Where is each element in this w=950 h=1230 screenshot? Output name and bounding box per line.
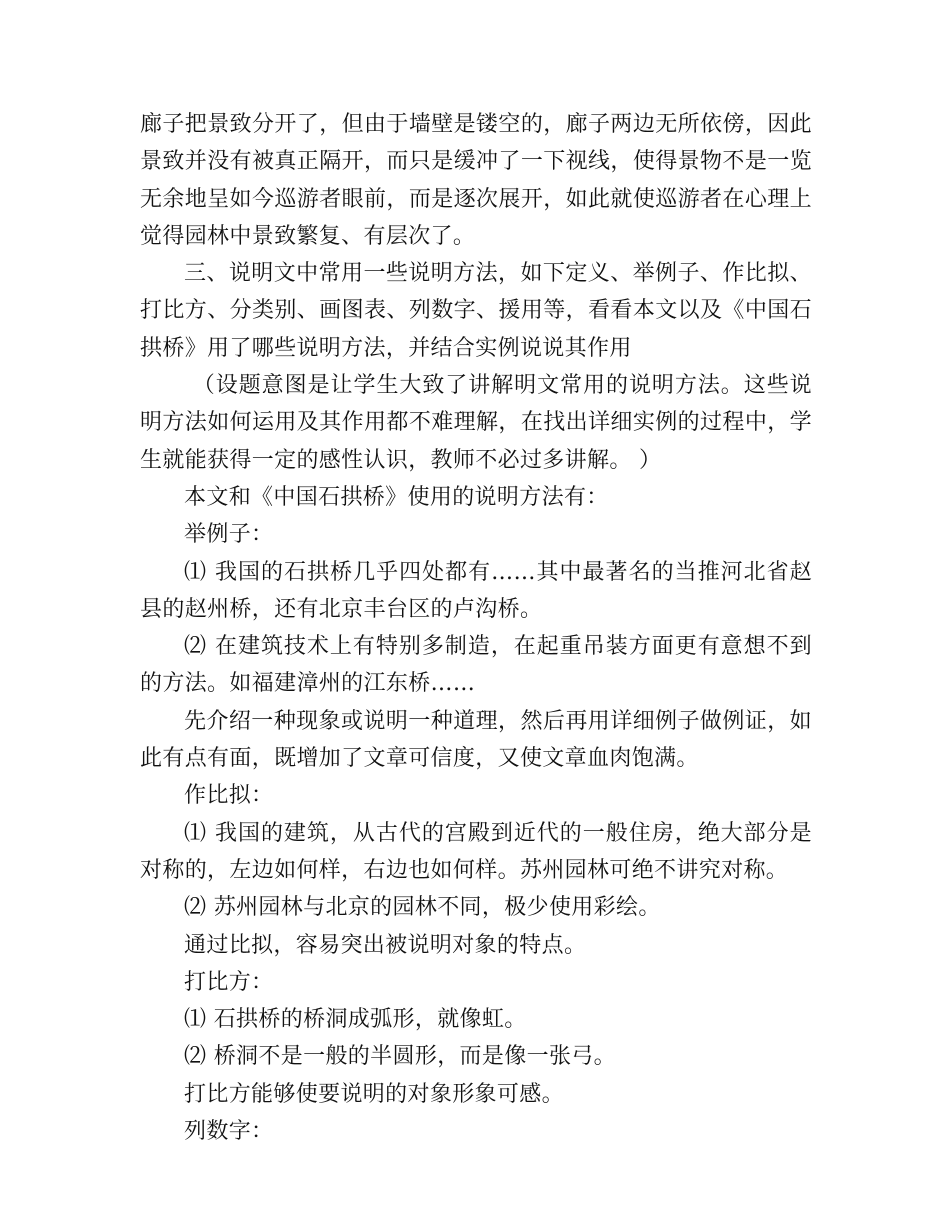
heading-numbers: 列数字： <box>184 1119 274 1145</box>
paragraph-example-2: ⑵ 在建筑技术上有特别多制造，在起重吊装方面更有意想不到的方法。如福建漳州的江东桥…… <box>140 634 812 697</box>
paragraph-continued: 廊子把景致分开了，但由于墙壁是镂空的，廊子两边无所依傍，因此景致并没有被真正隔开，而只是缓冲了一下视线，使得景物不是一览无余地呈如今巡游者眼前，而是逐次展开，如此就使巡游者在心理上觉得园林中景致繁复、有层次了。 <box>140 112 812 249</box>
heading-comparison: 作比拟： <box>184 783 274 809</box>
paragraph-example-summary: 先介绍一种现象或说明一种道理，然后再用详细例子做例证，如此有点有面，既增加了文章可信度，又使文章血肉饱满。 <box>140 708 812 772</box>
paragraph-metaphor-1: ⑴ 石拱桥的桥洞成弧形，就像虹。 <box>184 1007 527 1033</box>
paragraph-design-note: （设题意图是让学生大致了讲解明文常用的说明方法。这些说明方法如何运用及其作用都不难理解，在找出详细实例的过程中，学生就能获得一定的感性认识，教师不必过多讲解。 ） <box>140 373 812 473</box>
paragraph-comparison-summary: 通过比拟，容易突出被说明对象的特点。 <box>184 932 587 958</box>
paragraph-example-1: ⑴ 我国的石拱桥几乎四处都有……其中最著名的当推河北省赵县的赵州桥，还有北京丰台区的卢沟桥。 <box>140 559 812 622</box>
paragraph-comparison-2: ⑵ 苏州园林与北京的园林不同，极少使用彩绘。 <box>184 895 661 921</box>
heading-examples: 举例子： <box>184 522 274 548</box>
heading-metaphor: 打比方： <box>184 969 274 995</box>
paragraph-methods-intro: 本文和《中国石拱桥》使用的说明方法有： <box>184 484 609 510</box>
paragraph-question-three: 三、说明文中常用一些说明方法，如下定义、举例子、作比拟、打比方、分类别、画图表、列数字、援用等，看看本文以及《中国石拱桥》用了哪些说明方法，并结合实例说说其作用 <box>140 261 812 361</box>
paragraph-metaphor-2: ⑵ 桥洞不是一般的半圆形，而是像一张弓。 <box>184 1044 616 1070</box>
paragraph-comparison-1: ⑴ 我国的建筑，从古代的宫殿到近代的一般住房，绝大部分是对称的，左边如何样，右边也如何样。苏州园林可绝不讲究对称。 <box>140 820 812 883</box>
document-body <box>140 106 812 1150</box>
paragraph-metaphor-summary: 打比方能够使要说明的对象形象可感。 <box>184 1081 564 1107</box>
